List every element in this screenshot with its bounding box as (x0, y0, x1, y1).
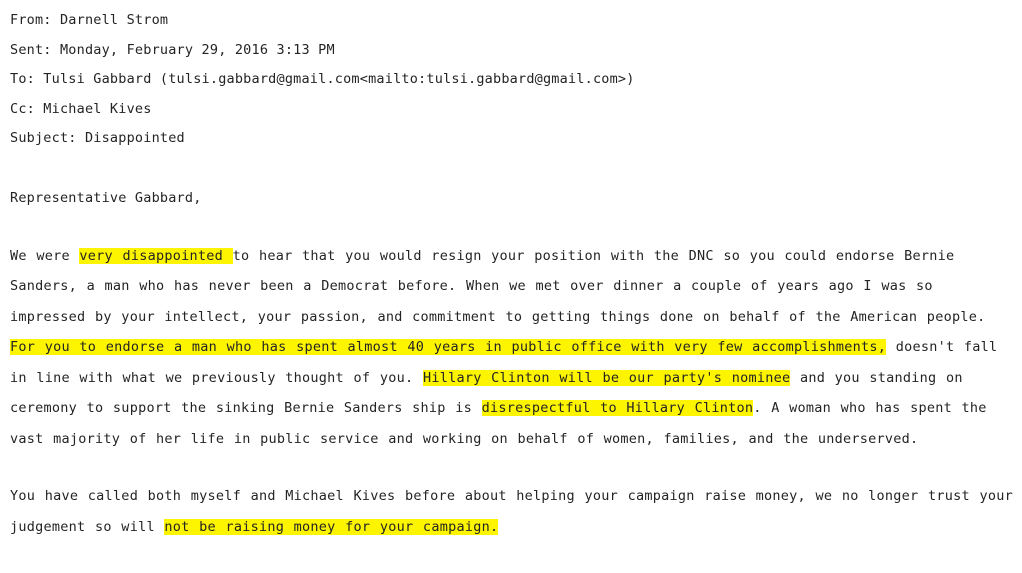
paragraph-spacer (10, 454, 1014, 481)
salutation: Representative Gabbard, (10, 189, 202, 206)
para1-segment-5: . A woman who has spent the vast majority of her life in public service and working on behalf of women, families, and the underserved. (10, 400, 987, 447)
header-to: To: Tulsi Gabbard (tulsi.gabbard@gmail.com<mailto:tulsi.gabbard@gmail.com>) (10, 71, 635, 87)
para1-segment-2: to hear that you would resign your position with the DNC so you could endorse Bernie Sanders, a man who has never been a Democrat before. When we met over dinner a couple of years ago I was so impressed by your intellect, your passion, and commitment to getting things done on behalf of the American people. (10, 247, 986, 325)
para1-segment-1: We were (10, 247, 80, 264)
highlight-hillary-nominee: Hillary Clinton will be our party's nominee (422, 369, 791, 386)
salutation-body-spacer (10, 213, 1014, 241)
header-body-spacer (10, 154, 1014, 184)
paragraph-one (10, 241, 1014, 455)
para1-segment-3: doesn't fall in line with what we previously thought of you. (10, 339, 998, 386)
header-subject: Subject: Disappointed (10, 130, 185, 146)
highlight-40-years-public-office: For you to endorse a man who has spent almost 40 years in public office with very few accomplishments, (10, 339, 887, 355)
paragraph-two (10, 481, 1014, 542)
highlight-not-raising-money: not be raising money for your campaign. (164, 518, 499, 535)
header-cc: Cc: Michael Kives (10, 100, 152, 117)
email-header-block (10, 6, 1014, 154)
para1-segment-4: and you standing on ceremony to support the sinking Bernie Sanders ship is (10, 369, 963, 416)
header-from: From: Darnell Strom (10, 12, 169, 28)
highlight-disrespectful: disrespectful to Hillary Clinton (481, 400, 754, 416)
para2-segment-1: You have called both myself and Michael Kives before about helping your campaign raise money, we no longer trust your judgement so will (10, 488, 1013, 535)
header-sent: Sent: Monday, February 29, 2016 3:13 PM (10, 41, 335, 58)
highlight-very-disappointed: very disappointed (79, 247, 233, 264)
